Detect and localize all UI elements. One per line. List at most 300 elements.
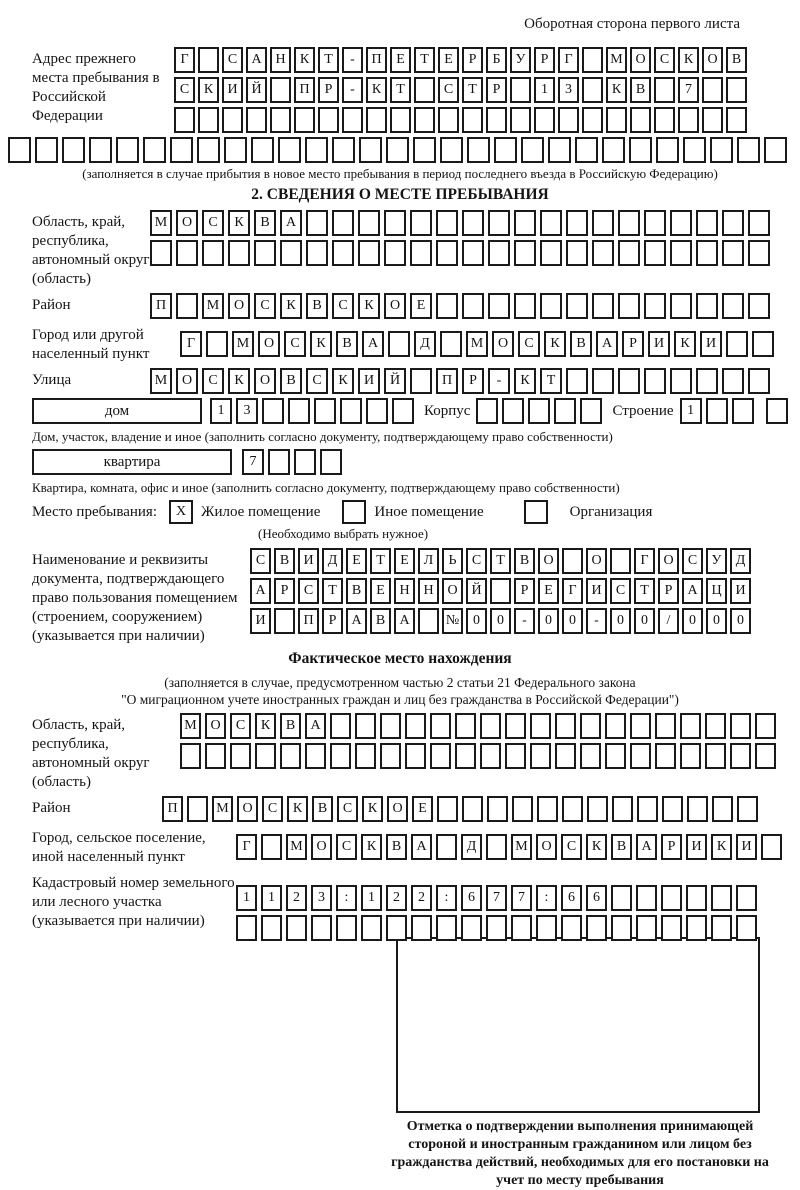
char-cell[interactable]: Е [438,47,459,73]
char-cell[interactable] [270,107,291,133]
char-cell[interactable]: Л [418,548,439,574]
char-cell[interactable] [536,915,557,941]
char-cell[interactable]: 0 [634,608,655,634]
char-cell[interactable]: С [654,47,675,73]
char-cell[interactable]: В [514,548,535,574]
char-cell[interactable] [35,137,58,163]
char-cell[interactable] [410,368,432,394]
char-cell[interactable]: Д [461,834,482,860]
char-cell[interactable]: М [606,47,627,73]
char-cell[interactable] [505,743,526,769]
char-cell[interactable] [748,368,770,394]
char-cell[interactable]: 6 [561,885,582,911]
char-cell[interactable] [261,915,282,941]
char-cell[interactable]: - [586,608,607,634]
char-cell[interactable] [670,210,692,236]
char-cell[interactable] [582,77,603,103]
char-cell[interactable]: О [630,47,651,73]
char-cell[interactable]: К [255,713,276,739]
char-cell[interactable] [680,743,701,769]
char-cell[interactable] [528,398,550,424]
char-cell[interactable]: - [488,368,510,394]
char-cell[interactable] [486,915,507,941]
char-cell[interactable] [510,107,531,133]
char-cell[interactable]: 0 [538,608,559,634]
char-cell[interactable]: Г [236,834,257,860]
char-cell[interactable] [610,548,631,574]
char-cell[interactable] [480,743,501,769]
char-cell[interactable] [405,713,426,739]
char-cell[interactable]: С [230,713,251,739]
char-cell[interactable]: С [174,77,195,103]
char-cell[interactable] [174,107,195,133]
char-cell[interactable] [480,713,501,739]
char-cell[interactable] [670,293,692,319]
char-cell[interactable] [630,107,651,133]
char-cell[interactable]: А [636,834,657,860]
char-cell[interactable] [462,796,483,822]
char-cell[interactable] [683,137,706,163]
char-cell[interactable]: О [586,548,607,574]
char-cell[interactable]: К [332,368,354,394]
char-cell[interactable] [514,293,536,319]
char-cell[interactable] [330,743,351,769]
char-cell[interactable] [488,240,510,266]
char-cell[interactable] [143,137,166,163]
char-cell[interactable] [566,210,588,236]
char-cell[interactable] [330,713,351,739]
char-cell[interactable]: Ц [706,578,727,604]
char-cell[interactable]: 0 [466,608,487,634]
char-cell[interactable] [566,368,588,394]
char-cell[interactable] [537,796,558,822]
char-cell[interactable] [418,608,439,634]
char-cell[interactable] [661,915,682,941]
char-cell[interactable] [534,107,555,133]
char-cell[interactable]: 7 [486,885,507,911]
char-cell[interactable]: / [658,608,679,634]
char-cell[interactable] [618,240,640,266]
char-cell[interactable] [306,240,328,266]
char-cell[interactable]: 6 [586,885,607,911]
char-cell[interactable]: А [394,608,415,634]
char-cell[interactable] [430,713,451,739]
char-cell[interactable]: В [280,368,302,394]
char-cell[interactable]: О [384,293,406,319]
char-cell[interactable]: М [212,796,233,822]
char-cell[interactable] [440,331,462,357]
char-cell[interactable] [305,743,326,769]
char-cell[interactable]: И [298,548,319,574]
char-cell[interactable] [205,743,226,769]
char-cell[interactable]: О [311,834,332,860]
char-cell[interactable] [224,137,247,163]
char-cell[interactable]: П [366,47,387,73]
char-cell[interactable] [514,210,536,236]
char-cell[interactable] [726,77,747,103]
char-cell[interactable] [198,107,219,133]
char-cell[interactable] [180,743,201,769]
char-cell[interactable] [332,137,355,163]
char-cell[interactable] [761,834,782,860]
char-cell[interactable] [530,713,551,739]
char-cell[interactable] [752,331,774,357]
char-cell[interactable] [706,398,728,424]
char-cell[interactable]: Н [394,578,415,604]
char-cell[interactable] [510,77,531,103]
char-cell[interactable] [644,210,666,236]
char-cell[interactable]: К [514,368,536,394]
char-cell[interactable]: А [411,834,432,860]
char-cell[interactable]: Д [322,548,343,574]
char-cell[interactable]: Г [558,47,579,73]
char-cell[interactable] [388,331,410,357]
char-cell[interactable]: К [287,796,308,822]
char-cell[interactable]: К [280,293,302,319]
char-cell[interactable] [582,107,603,133]
char-cell[interactable] [587,796,608,822]
char-cell[interactable]: Т [634,578,655,604]
kvartira-field[interactable]: квартира [32,449,232,475]
char-cell[interactable] [726,331,748,357]
char-cell[interactable]: Ь [442,548,463,574]
char-cell[interactable] [261,834,282,860]
char-cell[interactable] [548,137,571,163]
char-cell[interactable]: Д [730,548,751,574]
char-cell[interactable]: И [358,368,380,394]
char-cell[interactable] [580,398,602,424]
char-cell[interactable] [311,915,332,941]
char-cell[interactable]: У [706,548,727,574]
char-cell[interactable]: В [370,608,391,634]
char-cell[interactable] [687,796,708,822]
char-cell[interactable] [722,293,744,319]
char-cell[interactable]: И [222,77,243,103]
char-cell[interactable] [605,713,626,739]
char-cell[interactable]: П [162,796,183,822]
char-cell[interactable]: О [237,796,258,822]
char-cell[interactable] [392,398,414,424]
char-cell[interactable] [255,743,276,769]
char-cell[interactable]: Р [318,77,339,103]
char-cell[interactable] [116,137,139,163]
char-cell[interactable]: : [536,885,557,911]
char-cell[interactable]: А [280,210,302,236]
char-cell[interactable] [228,240,250,266]
char-cell[interactable] [202,240,224,266]
char-cell[interactable]: 1 [361,885,382,911]
char-cell[interactable]: 7 [511,885,532,911]
char-cell[interactable]: Г [634,548,655,574]
char-cell[interactable]: С [518,331,540,357]
char-cell[interactable]: В [254,210,276,236]
char-cell[interactable]: К [358,293,380,319]
char-cell[interactable]: К [362,796,383,822]
char-cell[interactable]: К [544,331,566,357]
char-cell[interactable]: В [570,331,592,357]
char-cell[interactable] [644,240,666,266]
char-cell[interactable]: Б [486,47,507,73]
char-cell[interactable]: И [586,578,607,604]
char-cell[interactable]: В [726,47,747,73]
char-cell[interactable]: Р [534,47,555,73]
char-cell[interactable] [702,107,723,133]
char-cell[interactable]: 0 [682,608,703,634]
char-cell[interactable] [670,240,692,266]
char-cell[interactable]: 0 [706,608,727,634]
char-cell[interactable] [656,137,679,163]
char-cell[interactable] [318,107,339,133]
inoe-checkbox[interactable] [342,500,366,524]
char-cell[interactable] [490,578,511,604]
char-cell[interactable]: Р [622,331,644,357]
char-cell[interactable]: 1 [680,398,702,424]
char-cell[interactable]: В [630,77,651,103]
char-cell[interactable]: С [284,331,306,357]
char-cell[interactable] [366,398,388,424]
char-cell[interactable]: Т [540,368,562,394]
char-cell[interactable] [380,713,401,739]
char-cell[interactable] [502,398,524,424]
char-cell[interactable]: С [332,293,354,319]
char-cell[interactable]: Р [274,578,295,604]
char-cell[interactable] [462,210,484,236]
char-cell[interactable] [197,137,220,163]
char-cell[interactable] [736,915,757,941]
char-cell[interactable] [342,107,363,133]
char-cell[interactable]: Г [562,578,583,604]
char-cell[interactable] [592,240,614,266]
char-cell[interactable]: 2 [386,885,407,911]
char-cell[interactable] [386,915,407,941]
char-cell[interactable] [206,331,228,357]
char-cell[interactable]: В [386,834,407,860]
char-cell[interactable] [355,743,376,769]
char-cell[interactable]: А [250,578,271,604]
char-cell[interactable] [680,713,701,739]
char-cell[interactable] [730,743,751,769]
char-cell[interactable] [766,398,788,424]
char-cell[interactable] [555,743,576,769]
char-cell[interactable] [438,107,459,133]
char-cell[interactable]: М [202,293,224,319]
char-cell[interactable] [278,137,301,163]
char-cell[interactable] [618,293,640,319]
char-cell[interactable] [414,77,435,103]
char-cell[interactable] [540,210,562,236]
char-cell[interactable]: 0 [562,608,583,634]
char-cell[interactable]: В [611,834,632,860]
char-cell[interactable]: П [294,77,315,103]
char-cell[interactable]: 1 [261,885,282,911]
char-cell[interactable]: В [274,548,295,574]
char-cell[interactable]: И [736,834,757,860]
char-cell[interactable]: С [682,548,703,574]
char-cell[interactable] [618,210,640,236]
char-cell[interactable]: Й [384,368,406,394]
char-cell[interactable] [254,240,276,266]
char-cell[interactable] [630,743,651,769]
char-cell[interactable] [711,885,732,911]
char-cell[interactable]: А [246,47,267,73]
char-cell[interactable]: 3 [236,398,258,424]
char-cell[interactable] [62,137,85,163]
char-cell[interactable] [755,713,776,739]
char-cell[interactable]: У [510,47,531,73]
char-cell[interactable]: Р [322,608,343,634]
char-cell[interactable] [455,713,476,739]
char-cell[interactable] [705,743,726,769]
char-cell[interactable]: И [700,331,722,357]
char-cell[interactable] [455,743,476,769]
char-cell[interactable] [654,77,675,103]
char-cell[interactable] [611,915,632,941]
char-cell[interactable] [655,713,676,739]
char-cell[interactable]: Т [390,77,411,103]
char-cell[interactable] [274,608,295,634]
char-cell[interactable] [436,834,457,860]
char-cell[interactable]: К [294,47,315,73]
char-cell[interactable] [555,713,576,739]
char-cell[interactable] [486,834,507,860]
char-cell[interactable] [655,743,676,769]
char-cell[interactable]: Й [466,578,487,604]
zhiloe-checkbox[interactable]: X [169,500,193,524]
char-cell[interactable]: Е [346,548,367,574]
char-cell[interactable] [384,210,406,236]
char-cell[interactable]: О [538,548,559,574]
char-cell[interactable] [540,240,562,266]
char-cell[interactable] [176,240,198,266]
char-cell[interactable] [654,107,675,133]
char-cell[interactable]: Е [390,47,411,73]
char-cell[interactable]: М [180,713,201,739]
char-cell[interactable]: Т [490,548,511,574]
char-cell[interactable] [462,293,484,319]
char-cell[interactable] [582,47,603,73]
char-cell[interactable] [592,293,614,319]
char-cell[interactable]: А [682,578,703,604]
char-cell[interactable] [386,137,409,163]
char-cell[interactable] [710,137,733,163]
char-cell[interactable] [436,240,458,266]
char-cell[interactable] [286,915,307,941]
char-cell[interactable] [748,293,770,319]
char-cell[interactable] [712,796,733,822]
char-cell[interactable] [467,137,490,163]
char-cell[interactable] [280,743,301,769]
char-cell[interactable]: - [514,608,535,634]
char-cell[interactable]: 3 [311,885,332,911]
char-cell[interactable] [462,240,484,266]
char-cell[interactable]: В [346,578,367,604]
char-cell[interactable] [332,210,354,236]
char-cell[interactable]: В [306,293,328,319]
char-cell[interactable]: А [305,713,326,739]
char-cell[interactable]: Г [174,47,195,73]
char-cell[interactable]: Т [462,77,483,103]
char-cell[interactable]: Г [180,331,202,357]
char-cell[interactable]: К [606,77,627,103]
char-cell[interactable] [251,137,274,163]
char-cell[interactable] [410,210,432,236]
char-cell[interactable]: Р [661,834,682,860]
char-cell[interactable]: Й [246,77,267,103]
char-cell[interactable]: К [674,331,696,357]
char-cell[interactable] [405,743,426,769]
char-cell[interactable] [437,796,458,822]
char-cell[interactable] [630,713,651,739]
char-cell[interactable] [711,915,732,941]
char-cell[interactable] [430,743,451,769]
char-cell[interactable]: 2 [286,885,307,911]
char-cell[interactable] [414,107,435,133]
char-cell[interactable] [618,368,640,394]
char-cell[interactable] [487,796,508,822]
char-cell[interactable]: О [228,293,250,319]
char-cell[interactable] [436,293,458,319]
char-cell[interactable]: А [362,331,384,357]
char-cell[interactable] [366,107,387,133]
char-cell[interactable] [358,210,380,236]
char-cell[interactable]: 0 [490,608,511,634]
char-cell[interactable]: О [536,834,557,860]
char-cell[interactable]: К [198,77,219,103]
char-cell[interactable] [486,107,507,133]
char-cell[interactable] [268,449,290,475]
char-cell[interactable]: П [298,608,319,634]
char-cell[interactable] [686,885,707,911]
char-cell[interactable]: 2 [411,885,432,911]
char-cell[interactable] [314,398,336,424]
char-cell[interactable] [89,137,112,163]
char-cell[interactable] [187,796,208,822]
char-cell[interactable]: О [442,578,463,604]
char-cell[interactable]: 3 [558,77,579,103]
char-cell[interactable] [748,210,770,236]
char-cell[interactable]: Н [418,578,439,604]
char-cell[interactable]: О [702,47,723,73]
char-cell[interactable] [512,796,533,822]
char-cell[interactable] [294,449,316,475]
char-cell[interactable]: К [586,834,607,860]
char-cell[interactable]: Т [414,47,435,73]
char-cell[interactable]: Н [270,47,291,73]
char-cell[interactable]: С [336,834,357,860]
char-cell[interactable] [390,107,411,133]
char-cell[interactable] [410,240,432,266]
char-cell[interactable] [611,885,632,911]
char-cell[interactable] [358,240,380,266]
char-cell[interactable]: О [492,331,514,357]
char-cell[interactable] [722,240,744,266]
char-cell[interactable] [280,240,302,266]
char-cell[interactable]: Е [538,578,559,604]
char-cell[interactable]: И [730,578,751,604]
char-cell[interactable]: К [228,368,250,394]
char-cell[interactable] [306,210,328,236]
char-cell[interactable]: Р [486,77,507,103]
char-cell[interactable]: М [150,368,172,394]
char-cell[interactable]: С [298,578,319,604]
char-cell[interactable] [566,293,588,319]
char-cell[interactable] [636,915,657,941]
char-cell[interactable] [637,796,658,822]
char-cell[interactable] [696,240,718,266]
char-cell[interactable]: Е [370,578,391,604]
char-cell[interactable]: И [250,608,271,634]
char-cell[interactable] [230,743,251,769]
